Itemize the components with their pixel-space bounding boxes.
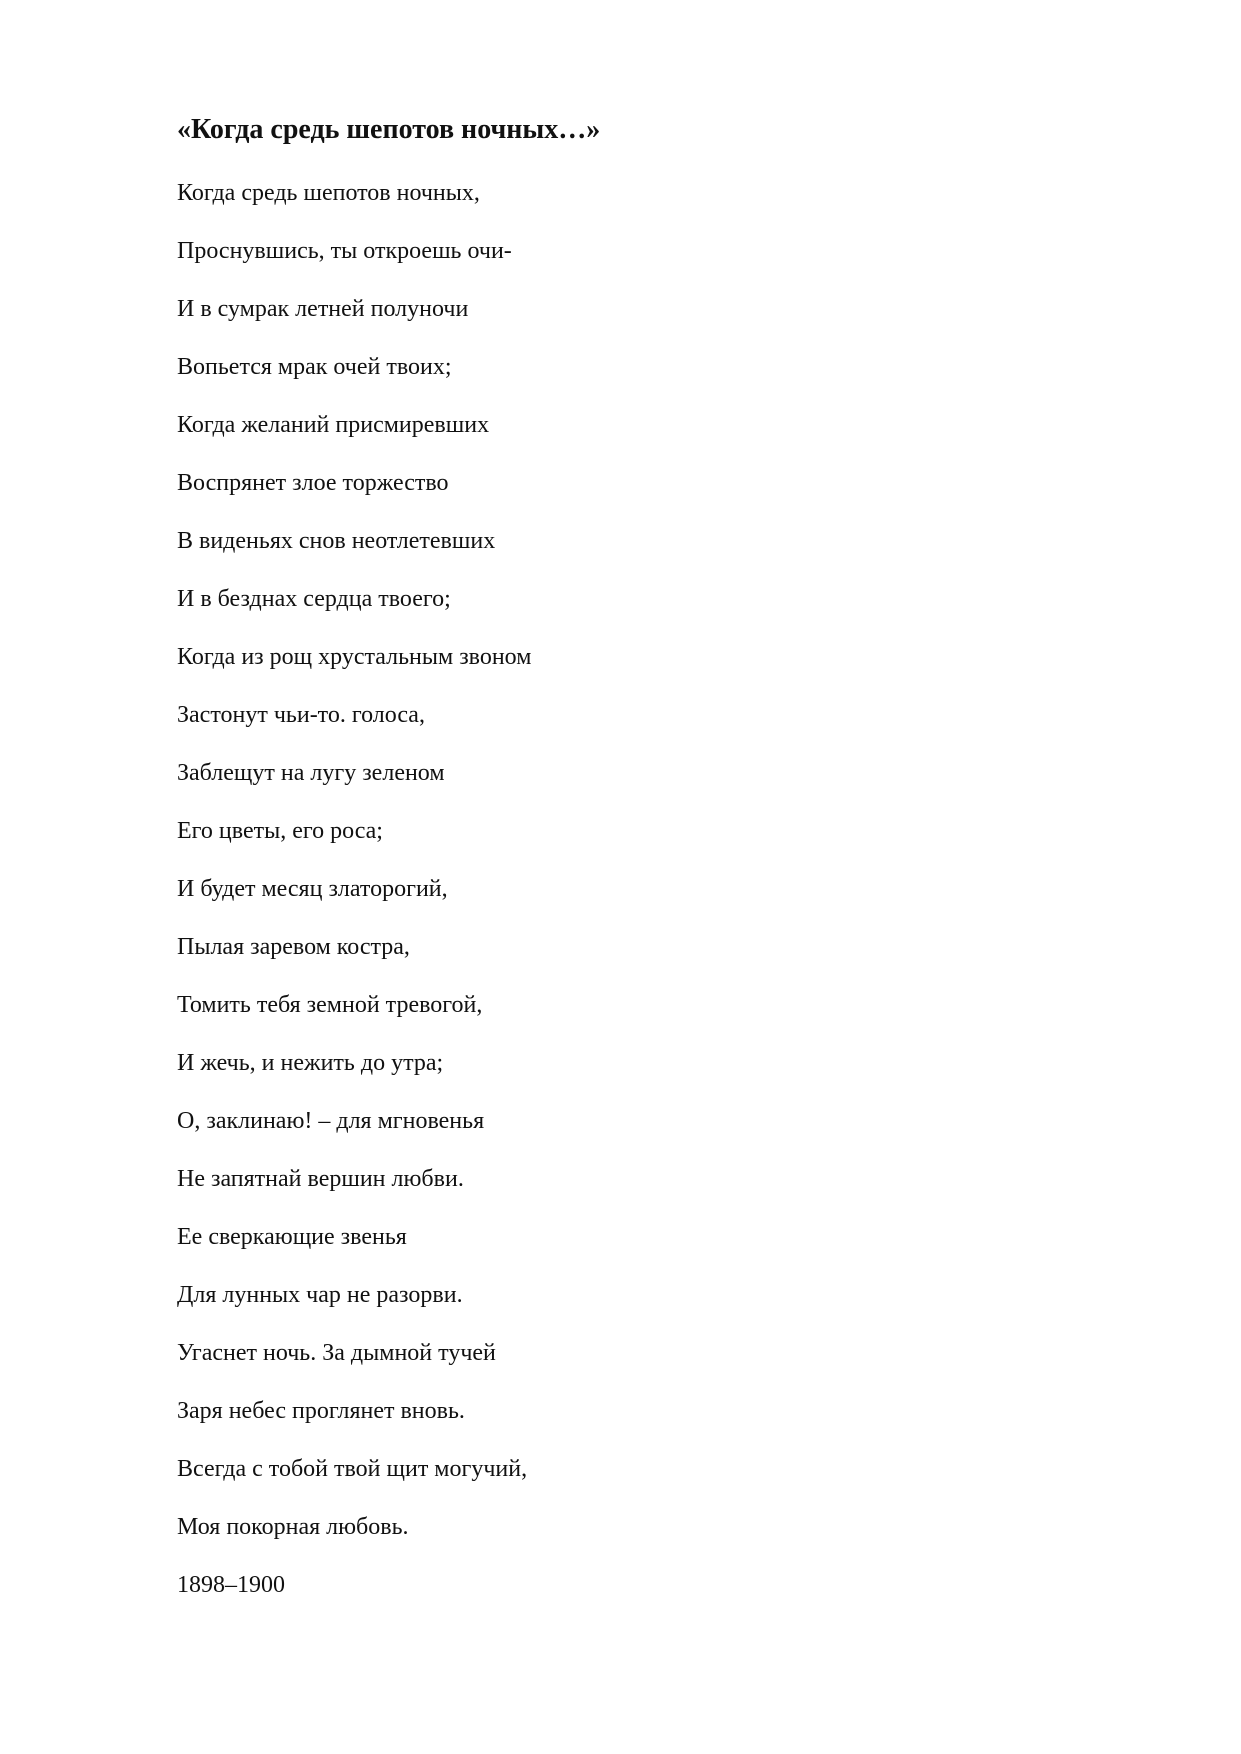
poem-line: Пылая заревом костра,: [177, 934, 410, 960]
poem-line: Когда из рощ хрустальным звоном: [177, 644, 532, 670]
poem-line: Ее сверкающие звенья: [177, 1224, 407, 1250]
poem-line: Его цветы, его роса;: [177, 818, 383, 844]
poem-line: И будет месяц златорогий,: [177, 876, 448, 902]
poem-line: И жечь, и нежить до утра;: [177, 1050, 444, 1076]
poem-line: Для лунных чар не разорви.: [177, 1282, 463, 1308]
poem-line: В виденьях снов неотлетевших: [177, 528, 496, 554]
poem-line: Когда желаний присмиревших: [177, 412, 490, 438]
poem-line: Заблещут на лугу зеленом: [177, 760, 445, 786]
poem-line: Заря небес проглянет вновь.: [177, 1398, 465, 1424]
poem-line: Томить тебя земной тревогой,: [177, 992, 483, 1018]
poem-date: 1898–1900: [177, 1572, 285, 1598]
poem-line: О, заклинаю! – для мгновенья: [177, 1108, 485, 1134]
poem-line: Вопьется мрак очей твоих;: [177, 354, 452, 380]
poem-line: Проснувшись, ты откроешь очи-: [177, 238, 512, 264]
poem-line: Моя покорная любовь.: [177, 1514, 409, 1540]
poem-line: И в безднах сердца твоего;: [177, 586, 451, 612]
poem-body: [177, 178, 531, 1628]
poem-line: Когда средь шепотов ночных,: [177, 180, 480, 206]
poem-line: Угаснет ночь. За дымной тучей: [177, 1340, 496, 1366]
poem-line: Не запятнай вершин любви.: [177, 1166, 464, 1192]
poem-line: Застонут чьи-то. голоса,: [177, 702, 425, 728]
poem-line: Воспрянет злое торжество: [177, 470, 449, 496]
poem-line: Всегда с тобой твой щит могучий,: [177, 1456, 528, 1482]
poem-line: И в сумрак летней полуночи: [177, 296, 469, 322]
poem-title: «Когда средь шепотов ночных…»: [177, 114, 601, 145]
